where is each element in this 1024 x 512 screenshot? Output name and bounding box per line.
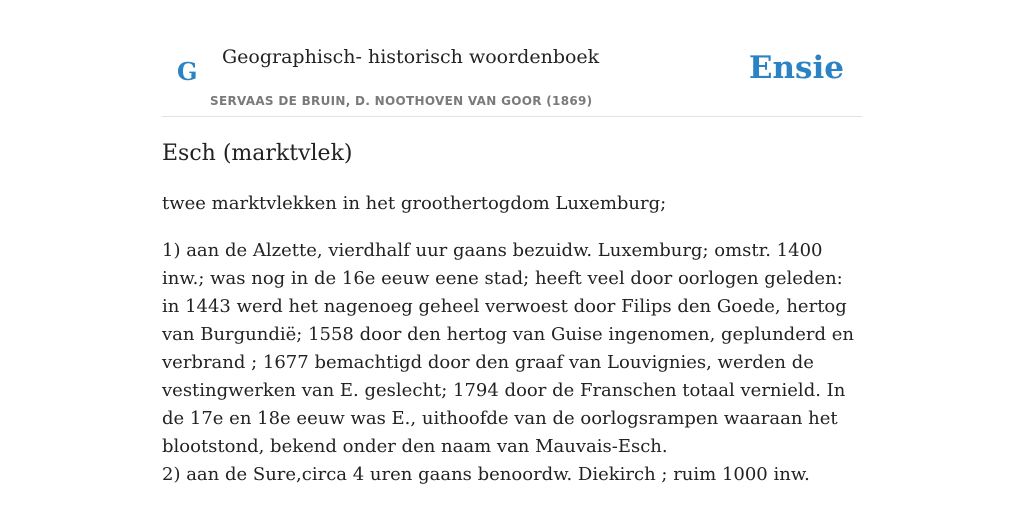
entry-item-1: 1) aan de Alzette, vierdhalf uur gaans bezuidw. Luxemburg; omstr. 1400 inw.; was nog in de 16e eeuw eene stad; heeft veel door oorlogen geleden: in 1443 werd het nagenoeg geheel verwoest door Filips den Goede, hertog van Burgundië; 1558 door den hertog van Guise ingenomen, geplunderd en verbrand ; 1677 bemachtigd door den graaf van Louvignies, werden de vestingwerken van E. geslecht; 1794 door de Franschen totaal vernield. In de 17e en 18e eeuw was E., uithoofde van de oorlogsrampen waaraan het blootstond, bekend onder den naam van Mauvais-Esch.	[162, 240, 854, 457]
dictionary-title[interactable]: Geographisch- historisch woordenboek	[222, 46, 600, 68]
entry-item-2: 2) aan de Sure,circa 4 uren gaans benoordw. Diekirch ; ruim 1000 inw.	[162, 464, 810, 485]
entry-content	[162, 138, 862, 489]
dictionary-author: SERVAAS DE BRUIN, D. NOOTHOVEN VAN GOOR (1869)	[210, 94, 593, 108]
entry-intro: twee marktvlekken in het groothertogdom Luxemburg;	[162, 193, 667, 214]
entry-title: Esch (marktvlek)	[162, 141, 353, 166]
entry-body	[162, 237, 862, 489]
ensie-logo-link[interactable]: Ensie	[748, 50, 844, 86]
dictionary-logo-icon[interactable]: G	[177, 57, 198, 86]
dictionary-header	[162, 30, 862, 117]
